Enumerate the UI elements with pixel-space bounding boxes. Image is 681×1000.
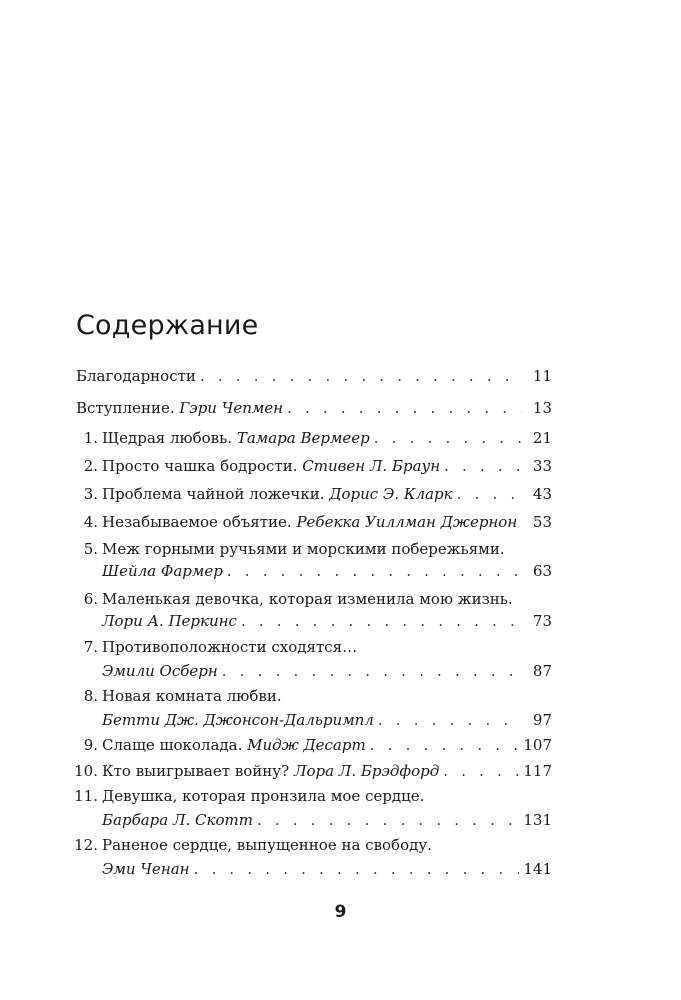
toc-entry[interactable] [76,428,552,448]
toc-entry[interactable] [76,589,552,609]
toc-entry-author: Тамара Вермеер [236,429,370,447]
toc-entry-author: Мидж Десарт [247,736,366,754]
toc-entry-title [102,428,370,448]
leader-dots [374,428,522,448]
toc-entry[interactable] [76,539,552,559]
leader-dots [257,810,519,830]
toc-entry-number: 12. [74,836,98,854]
toc-entry-page: 21 [532,429,552,447]
toc-entry-page: 141 [523,860,552,878]
toc-entry-number: 5. [83,540,98,558]
toc-entry-author: Барбара Л. Скотт [102,811,253,829]
toc-entry-title-text: Незабываемое объятие. [102,513,297,531]
toc-entry-author: Эми Ченан [102,860,190,878]
toc-entry[interactable] [68,786,552,806]
toc-entry-page: 117 [523,762,552,780]
toc-entry[interactable] [76,366,552,386]
toc-entry-page: 87 [532,662,552,680]
toc-entry[interactable] [76,686,552,706]
toc-entry-page: 73 [532,612,552,630]
leader-dots [370,735,520,755]
leader-dots [227,561,522,581]
leader-dots [222,661,522,681]
toc-entry-number: 9. [83,736,98,754]
toc-entry-title [102,484,453,504]
toc-entry-page: 107 [523,736,552,754]
leader-dots [457,484,522,504]
toc-entry-number: 3. [83,485,98,503]
toc-entry-title [102,456,440,476]
toc-entry-title-text: Вступление. [76,399,180,417]
toc-entry-title-text: Кто выигрывает войну? [102,762,294,780]
toc-entry-page: 33 [532,457,552,475]
toc-entry-title-text: Щедрая любовь. [102,429,237,447]
toc-entry-continuation[interactable] [102,661,552,681]
toc-entry-title-text: Проблема чайной ложечки. [102,485,330,503]
toc-entry[interactable] [76,484,552,504]
toc-entry-author: Бетти Дж. Джонсон-Дальримпл [102,711,374,729]
toc-entry-author: Лора Л. Брэдфорд [293,762,440,780]
toc-entry-number: 10. [74,762,98,780]
toc-entry-number: 11. [74,787,98,805]
toc-entry-number: 1. [83,429,98,447]
toc-entry-number: 8. [83,687,98,705]
toc-entry-number: 6. [83,590,98,608]
toc-entry[interactable] [68,835,552,855]
toc-entry-title [76,398,283,418]
toc-entry-title: Меж горными ручьями и морскими побережьями. [102,540,505,558]
toc-entry-title: Маленькая девочка, которая изменила мою жизнь. [102,590,513,608]
toc-entry-author: Гэри Чепмен [179,399,284,417]
toc-entry[interactable] [76,735,552,755]
leader-dots [200,366,522,386]
toc-entry-page: 11 [532,367,552,385]
toc-entry-continuation[interactable] [102,810,552,830]
leader-dots [378,710,522,730]
toc-entry-continuation[interactable] [102,710,552,730]
toc-entry-page: 13 [532,399,552,417]
toc-entry-title-text: Просто чашка бодрости. [102,457,303,475]
toc-entry-continuation[interactable] [102,859,552,879]
toc-entry-title: Противоположности сходятся… [102,638,358,656]
toc-entry-title: Раненое сердце, выпущенное на свободу. [102,836,432,854]
toc-entry-title-text: Слаще шоколада. [102,736,248,754]
toc-entry-title: Новая комната любви. [102,687,282,705]
toc-entry-author: Ребекка Уиллман Джернон [296,513,518,531]
leader-dots [241,611,522,631]
toc-entry[interactable] [68,761,552,781]
toc-entry-author: Лори А. Перкинс [102,612,237,630]
leader-dots [194,859,520,879]
toc-entry-continuation[interactable] [102,561,552,581]
page-number: 9 [334,902,347,922]
toc-entry[interactable] [76,637,552,657]
toc-entry-page: 131 [523,811,552,829]
toc-entry-title [102,735,366,755]
toc-entry-title: Благодарности [76,367,196,385]
toc-entry-number: 7. [83,638,98,656]
toc-entry-author: Эмили Осберн [102,662,218,680]
toc-entry-number: 4. [83,513,98,531]
leader-dots [287,398,522,418]
toc-entry-page: 53 [532,513,552,531]
toc-entry-number: 2. [83,457,98,475]
toc-entry[interactable] [76,398,552,418]
page-title: Содержание [76,310,259,341]
toc-entry-page: 97 [532,711,552,729]
toc-entry[interactable] [76,456,552,476]
toc-entry-author: Шейла Фармер [102,562,223,580]
toc-entry-page: 43 [532,485,552,503]
leader-dots [443,761,519,781]
toc-entry-author: Стивен Л. Браун [302,457,441,475]
toc-entry[interactable] [76,512,552,532]
toc-entry-continuation[interactable] [102,611,552,631]
toc-entry-title [102,512,517,532]
toc-entry-page: 63 [532,562,552,580]
toc-entry-author: Дорис Э. Кларк [329,485,453,503]
leader-dots [444,456,522,476]
leader-dots [521,512,522,532]
toc-entry-title: Девушка, которая пронзила мое сердце. [102,787,425,805]
toc-entry-title [102,761,439,781]
